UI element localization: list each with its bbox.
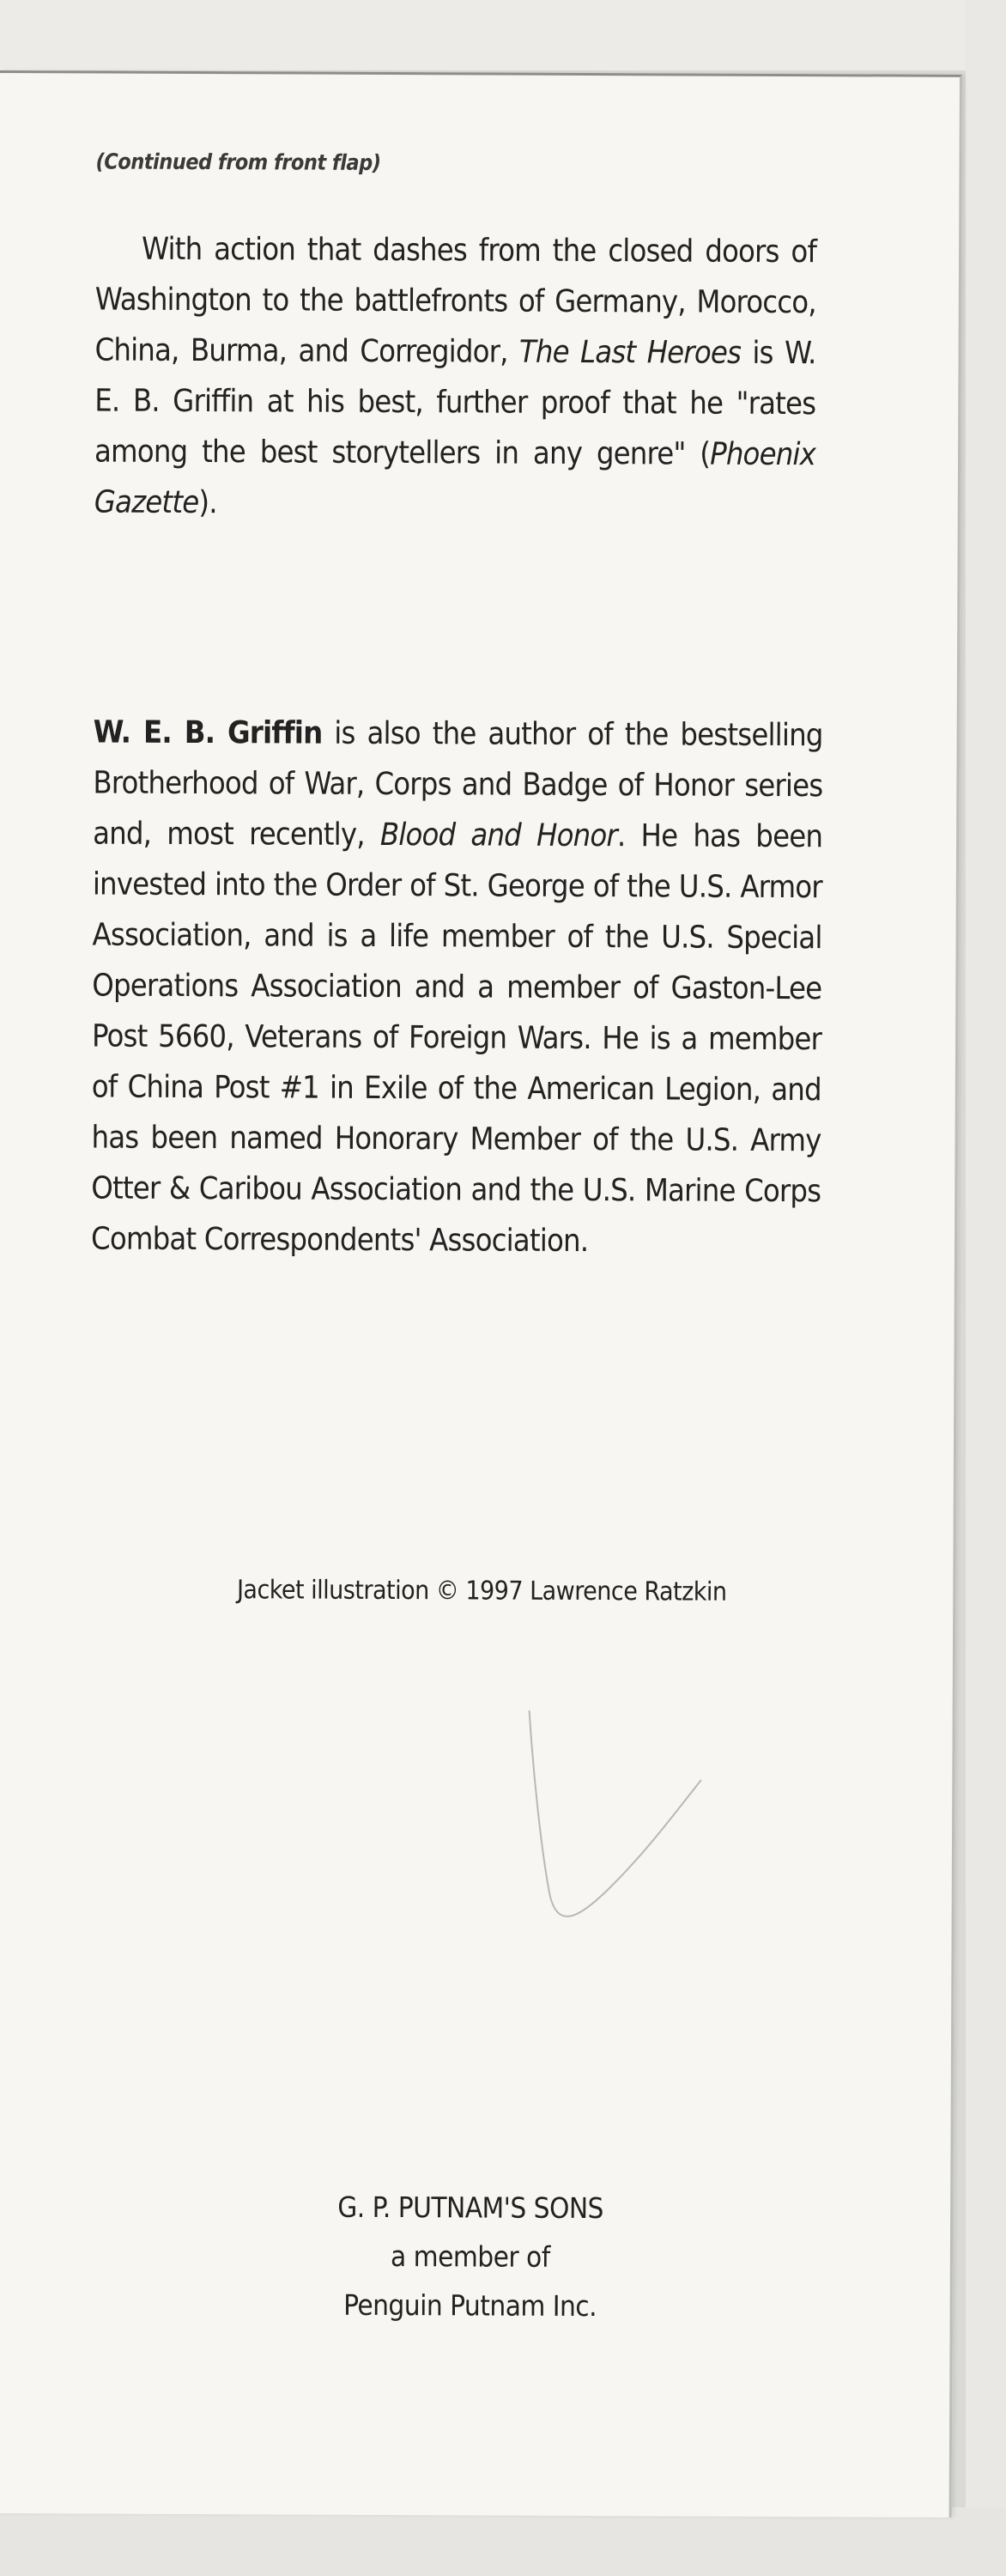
publisher-parent: Penguin Putnam Inc. xyxy=(343,2287,597,2324)
quote-source: Phoenix Gazette xyxy=(94,436,816,521)
scan-background-bottom xyxy=(0,2507,1006,2576)
recent-book-title: Blood and Honor xyxy=(379,817,618,854)
author-bio-paragraph xyxy=(91,707,823,1267)
bio-text-1: is also the author of the bestselling Brotherhood of War, Corps and Badge of Honor series and, most recently, xyxy=(93,715,823,853)
publisher-name: G. P. PUTNAM'S SONS xyxy=(337,2190,604,2226)
description-text-3: ). xyxy=(198,485,217,521)
jacket-back-flap xyxy=(0,70,962,2518)
jacket-credit xyxy=(0,1574,953,1608)
description-text-2: is W. E. B. Griffin at his best, further proof that he "rates among the best storytellers in any genre" ( xyxy=(94,335,816,472)
author-name: W. E. B. Griffin xyxy=(93,714,323,751)
publisher-block xyxy=(0,2181,950,2332)
publisher-member-of: a member of xyxy=(391,2239,550,2274)
scan-background-top xyxy=(0,0,1006,70)
jacket-credit-text: Jacket illustration © 1997 Lawrence Ratzkin xyxy=(236,1575,727,1607)
bio-text-2: . He has been invested into the Order of St. George of the U.S. Armor Association, and is a life member of the U.S. Special Operations Association and a member of Gaston-Lee Post 5660, Veterans of Foreign Wars. He is a member of China Post #1 in Exile of the American Legion, and has been named Honorary Member of the U.S. Army Otter & Caribou Association and the U.S. Marine Corps Combat Correspondents' Association. xyxy=(90,818,823,1260)
description-text-1: With action that dashes from the closed doors of Washington to the battlefronts of Germany, Morocco, China, Burma, and Corregidor, xyxy=(94,231,817,370)
scan-background-right xyxy=(966,0,1006,2576)
continued-note: (Continued from front flap) xyxy=(95,149,381,175)
description-paragraph xyxy=(94,223,817,531)
book-title: The Last Heroes xyxy=(518,334,742,371)
pen-mark-decoration xyxy=(506,1707,705,2000)
